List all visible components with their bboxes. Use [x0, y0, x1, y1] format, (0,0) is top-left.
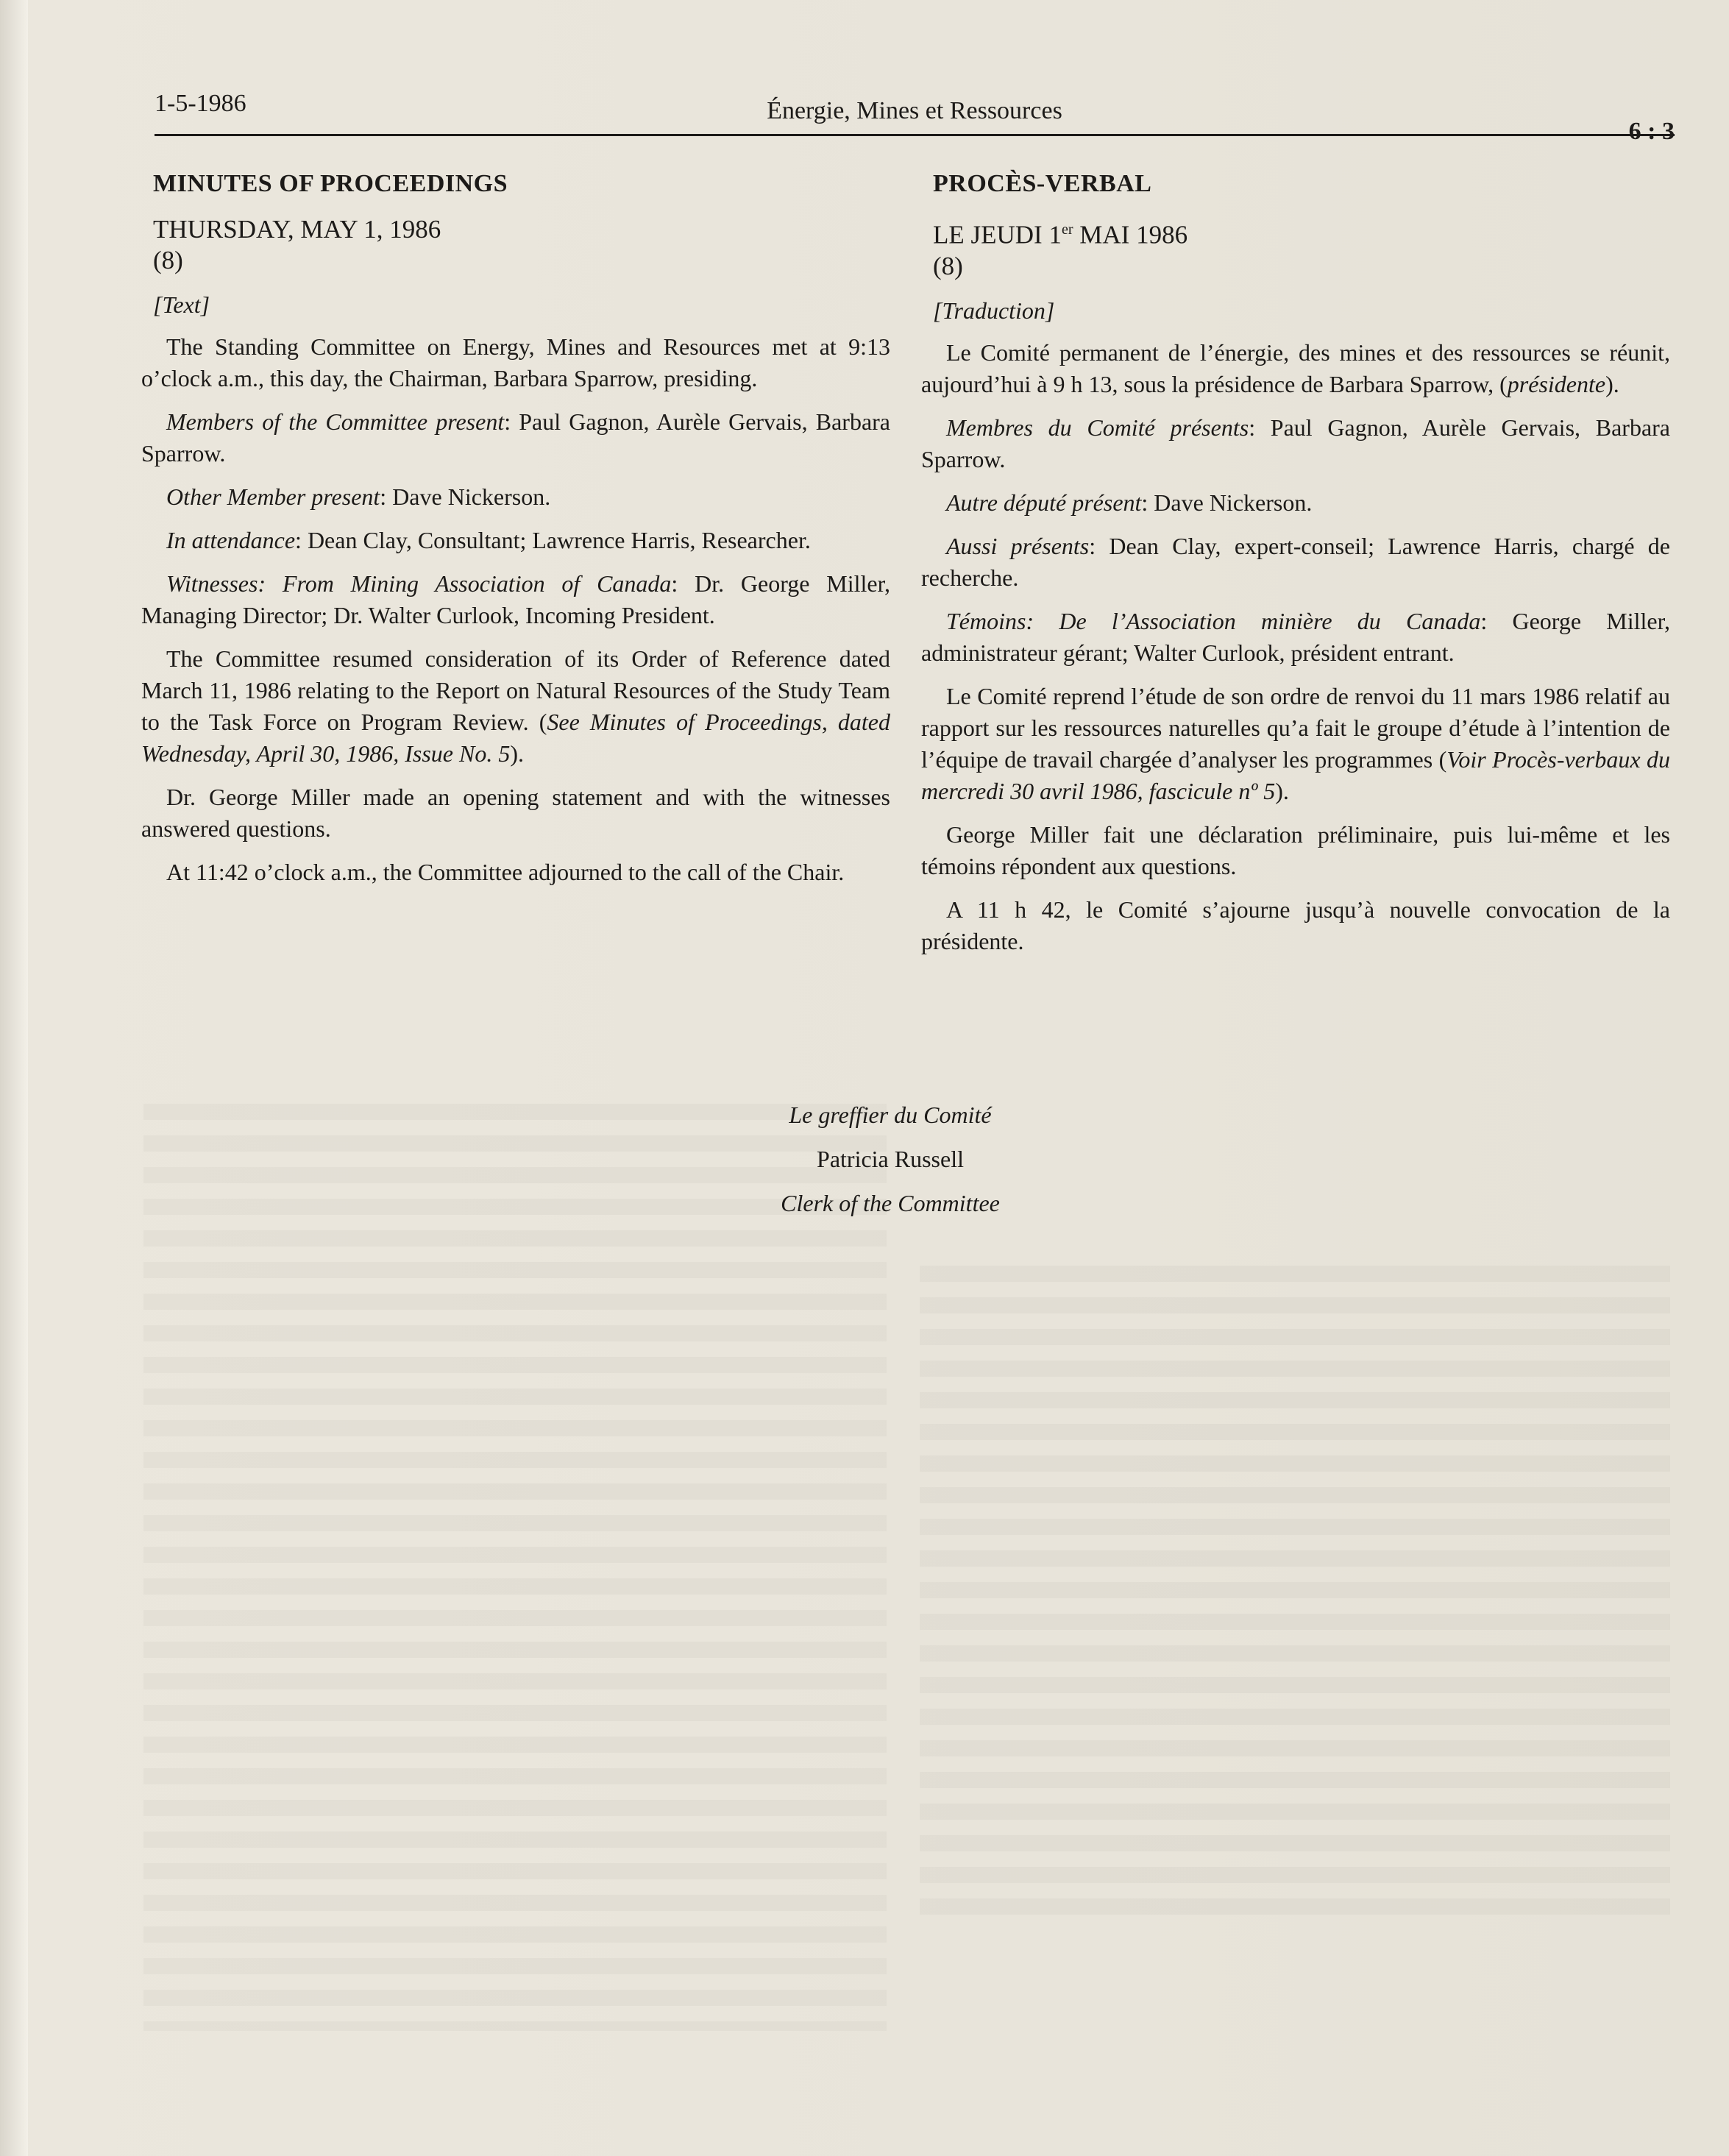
attendance-text: : Dean Clay, Consultant; Lawrence Harris, Researcher.	[295, 527, 811, 553]
order-text-fr: Le Comité reprend l’étude de son ordre de renvoi du 11 mars 1986 relatif au rapport sur les ressources naturelles qu’a fait le groupe d’étude à l’intention de l’équipe de travail chargée d’analyser les programmes (	[921, 682, 1670, 773]
page-binding	[0, 0, 28, 2156]
statement-paragraph-fr: George Miller fait une déclaration préliminaire, puis lui-même et les témoins répondent aux questions.	[921, 820, 1670, 879]
members-present-paragraph	[141, 406, 890, 469]
date-part-a: LE JEUDI 1	[933, 220, 1062, 249]
adjournment-paragraph-fr: A 11 h 42, le Comité s’ajourne jusqu’à nouvelle convocation de la présidente.	[921, 896, 1670, 954]
attendance-text-fr: : Dean Clay, expert-conseil; Lawrence Harris, chargé de recherche.	[921, 532, 1671, 591]
other-member-text-fr: : Dave Nickerson.	[1141, 489, 1313, 516]
clerk-title-en: Clerk of the Committee	[781, 1190, 1000, 1216]
members-present-text: : Paul Gagnon, Aurèle Gervais, Barbara Sparrow.	[141, 408, 891, 467]
members-present-label: Members of the Committee present	[166, 408, 505, 435]
witnesses-paragraph-fr	[921, 606, 1670, 669]
meeting-date-line-fr	[933, 214, 1670, 251]
witnesses-text: : Dr. George Miller, Managing Director; Dr. Walter Curlook, Incoming President.	[141, 570, 890, 628]
header-title: Énergie, Mines et Ressources	[767, 97, 1062, 124]
attendance-label-fr: Aussi présents	[946, 532, 1090, 559]
order-of-reference-paragraph-fr	[921, 681, 1670, 807]
opening-italic-fr: présidente	[1507, 370, 1606, 397]
english-column	[141, 168, 890, 900]
attendance-label: In attendance	[166, 527, 296, 553]
attendance-paragraph	[141, 525, 890, 556]
witnesses-paragraph	[141, 568, 890, 631]
meeting-date-line: THURSDAY, MAY 1, 1986	[153, 215, 441, 244]
order-citation: See Minutes of Proceedings, dated Wednesday, April 30, 1986, Issue No. 5	[141, 709, 891, 767]
meeting-number-fr: (8)	[933, 251, 963, 280]
language-tag-fr: [Traduction]	[933, 297, 1055, 324]
meeting-number: (8)	[153, 246, 183, 274]
other-member-paragraph	[141, 481, 890, 513]
order-text: The Committee resumed consideration of its Order of Reference dated March 11, 1986 relating to the Report on Natural Resources of the Study Team to the Task Force on Program Review. (	[141, 645, 890, 735]
witnesses-label-fr: Témoins: De l’Association minière du Canada	[946, 607, 1481, 634]
opening-text-fr: Le Comité permanent de l’énergie, des mines et des ressources se réunit, aujourd’hui à 9 h 13, sous la présidence de Barbara Sparrow, (	[921, 338, 1670, 397]
clerk-name: Patricia Russell	[817, 1146, 964, 1172]
other-member-paragraph-fr	[921, 487, 1670, 519]
meeting-date-fr	[933, 214, 1670, 282]
other-member-text: : Dave Nickerson.	[380, 483, 551, 510]
members-present-label-fr: Membres du Comité présents	[946, 414, 1249, 441]
bleed-through-texture	[143, 1104, 887, 2031]
french-column	[921, 168, 1670, 969]
witnesses-label: Witnesses	[166, 570, 258, 597]
bleed-through-texture	[920, 1266, 1670, 1928]
witnesses-org-label: : From Mining Association of Canada	[258, 570, 672, 597]
order-of-reference-paragraph	[141, 643, 890, 770]
header-date: 1-5-1986	[155, 90, 246, 117]
adjournment-paragraph: At 11:42 o’clock a.m., the Committee adjourned to the call of the Chair.	[166, 859, 845, 885]
other-member-label-fr: Autre député présent	[946, 489, 1142, 516]
clerk-title-fr: Le greffier du Comité	[789, 1102, 992, 1128]
meeting-date	[153, 214, 890, 276]
date-part-b: MAI 1986	[1073, 220, 1188, 249]
date-superscript: er	[1061, 221, 1073, 238]
opening-paragraph-fr	[921, 337, 1670, 400]
order-citation-fr: Voir Procès-verbaux du mercredi 30 avril 1986, fascicule nº 5	[921, 745, 1671, 804]
signature-block	[736, 1093, 1045, 1225]
running-header	[155, 90, 1675, 145]
members-present-text-fr: : Paul Gagnon, Aurèle Gervais, Barbara Sparrow.	[921, 414, 1671, 472]
attendance-paragraph-fr	[921, 531, 1670, 594]
minutes-heading: MINUTES OF PROCEEDINGS	[153, 170, 508, 197]
header-page-number: 6 : 3	[1628, 118, 1675, 145]
opening-paragraph: The Standing Committee on Energy, Mines and Resources met at 9:13 o’clock a.m., this day, the Chairman, Barbara Sparrow, presiding.	[141, 333, 890, 391]
members-present-paragraph-fr	[921, 412, 1670, 475]
proces-verbal-heading: PROCÈS-VERBAL	[933, 170, 1152, 197]
other-member-label: Other Member present	[166, 483, 380, 510]
statement-paragraph: Dr. George Miller made an opening statement and with the witnesses answered questions.	[141, 784, 890, 842]
opening-end-fr: ).	[1605, 370, 1619, 397]
order-end-fr: ).	[1275, 777, 1289, 804]
witnesses-text-fr: : George Miller, administrateur gérant; Walter Curlook, président entrant.	[921, 607, 1671, 666]
language-tag: [Text]	[153, 291, 210, 318]
order-end: ).	[510, 740, 524, 767]
